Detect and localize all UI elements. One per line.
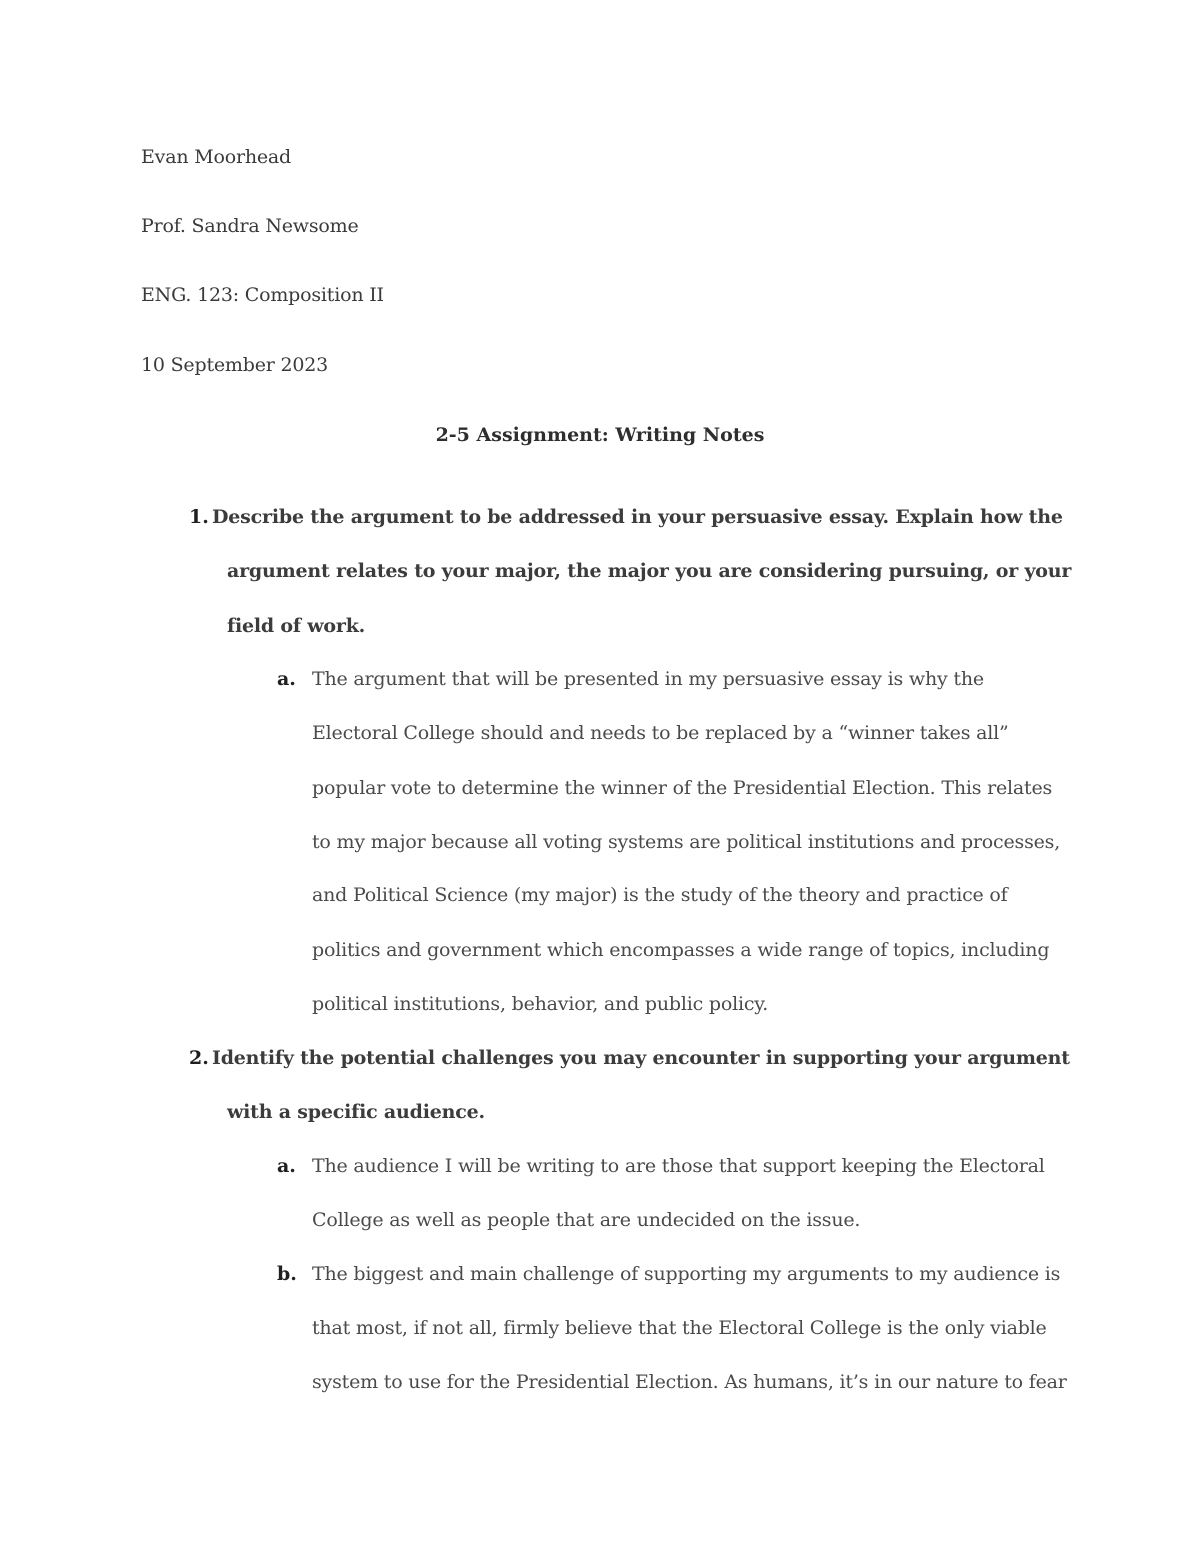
answer-letter: a. <box>277 668 296 690</box>
question-number: 2. <box>189 1047 209 1069</box>
answer-text-line: The argument that will be presented in my persuasive essay is why the <box>312 668 984 690</box>
question-text-line: Describe the argument to be addressed in your persuasive essay. Explain how the <box>212 506 1063 528</box>
answer-text-line: and Political Science (my major) is the study of the theory and practice of <box>312 884 1008 906</box>
professor-name: Prof. Sandra Newsome <box>141 215 359 237</box>
answer-letter: b. <box>277 1263 297 1285</box>
question-text-line: field of work. <box>227 615 366 637</box>
answer-text-line: that most, if not all, firmly believe that the Electoral College is the only viable <box>312 1317 1047 1339</box>
answer-text-line: system to use for the Presidential Election. As humans, it’s in our nature to fear <box>312 1371 1067 1393</box>
question-text-line: Identify the potential challenges you may encounter in supporting your argument <box>212 1047 1070 1069</box>
course-name: ENG. 123: Composition II <box>141 284 384 306</box>
answer-text-line: The audience I will be writing to are those that support keeping the Electoral <box>312 1155 1045 1177</box>
question-text-line: with a specific audience. <box>227 1101 485 1123</box>
answer-text-line: College as well as people that are undecided on the issue. <box>312 1209 861 1231</box>
answer-text-line: to my major because all voting systems are political institutions and processes, <box>312 831 1061 853</box>
answer-text-line: political institutions, behavior, and public policy. <box>312 993 769 1015</box>
student-name: Evan Moorhead <box>141 146 291 168</box>
answer-text-line: popular vote to determine the winner of the Presidential Election. This relates <box>312 777 1053 799</box>
answer-text-line: The biggest and main challenge of supporting my arguments to my audience is <box>312 1263 1061 1285</box>
page-title: 2-5 Assignment: Writing Notes <box>435 424 765 446</box>
question-number: 1. <box>189 506 209 528</box>
answer-text-line: politics and government which encompasses a wide range of topics, including <box>312 939 1050 961</box>
answer-letter: a. <box>277 1155 296 1177</box>
question-text-line: argument relates to your major, the major you are considering pursuing, or your <box>227 560 1072 582</box>
document-date: 10 September 2023 <box>141 354 329 376</box>
answer-text-line: Electoral College should and needs to be replaced by a “winner takes all” <box>312 722 1009 744</box>
